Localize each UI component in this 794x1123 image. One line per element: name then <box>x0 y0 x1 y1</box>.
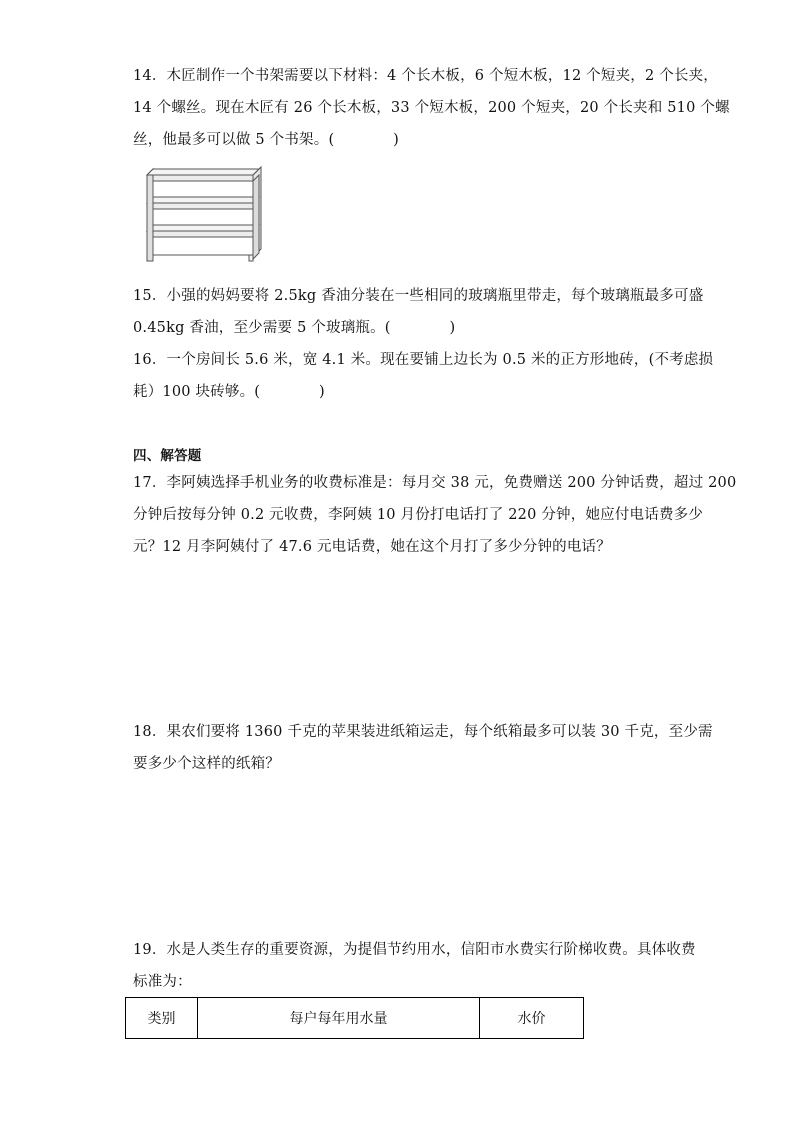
q14-line-3: 丝，他最多可以做 5 个书架。( ) <box>133 132 399 148</box>
header-annual-usage: 每户每年用水量 <box>198 998 480 1039</box>
q15-line-1: 15．小强的妈妈要将 2.5kg 香油分装在一些相同的玻璃瓶里带走，每个玻璃瓶最多可盛 <box>133 288 704 304</box>
q14-line-1: 14．木匠制作一个书架需要以下材料：4 个长木板，6 个短木板，12 个短夹，2 个长夹， <box>133 68 719 84</box>
bookshelf-illustration <box>143 163 265 263</box>
header-category: 类别 <box>126 998 198 1039</box>
q16-line-1: 16．一个房间长 5.6 米，宽 4.1 米。现在要铺上边长为 0.5 米的正方形地砖，(不考虑损 <box>133 352 714 368</box>
q16-line-2: 耗）100 块砖够。( ) <box>133 384 325 400</box>
q14-line-2: 14 个螺丝。现在木匠有 26 个长木板，33 个短木板，200 个短夹，20 个长夹和 510 个螺 <box>133 100 730 116</box>
q17-line-1: 17．李阿姨选择手机业务的收费标准是：每月交 38 元，免费赠送 200 分钟话费，超过 200 <box>133 475 737 491</box>
q17-line-3: 元？12 月李阿姨付了 47.6 元电话费，她在这个月打了多少分钟的电话？ <box>133 539 611 555</box>
water-rate-table <box>125 997 584 1039</box>
header-water-price: 水价 <box>480 998 584 1039</box>
q17-line-2: 分钟后按每分钟 0.2 元收费，李阿姨 10 月份打电话打了 220 分钟，她应付电话费多少 <box>133 507 704 523</box>
q15-line-2: 0.45kg 香油，至少需要 5 个玻璃瓶。( ) <box>133 320 456 336</box>
q19-line-2: 标准为： <box>133 974 192 990</box>
q18-line-1: 18．果农们要将 1360 千克的苹果装进纸箱运走，每个纸箱最多可以装 30 千克，至少需 <box>133 724 713 740</box>
section-4-heading: 四、解答题 <box>133 448 202 464</box>
table-header-row <box>126 998 584 1039</box>
q18-line-2: 要多少个这样的纸箱？ <box>133 756 280 772</box>
q19-line-1: 19．水是人类生存的重要资源，为提倡节约用水，信阳市水费实行阶梯收费。具体收费 <box>133 942 696 958</box>
